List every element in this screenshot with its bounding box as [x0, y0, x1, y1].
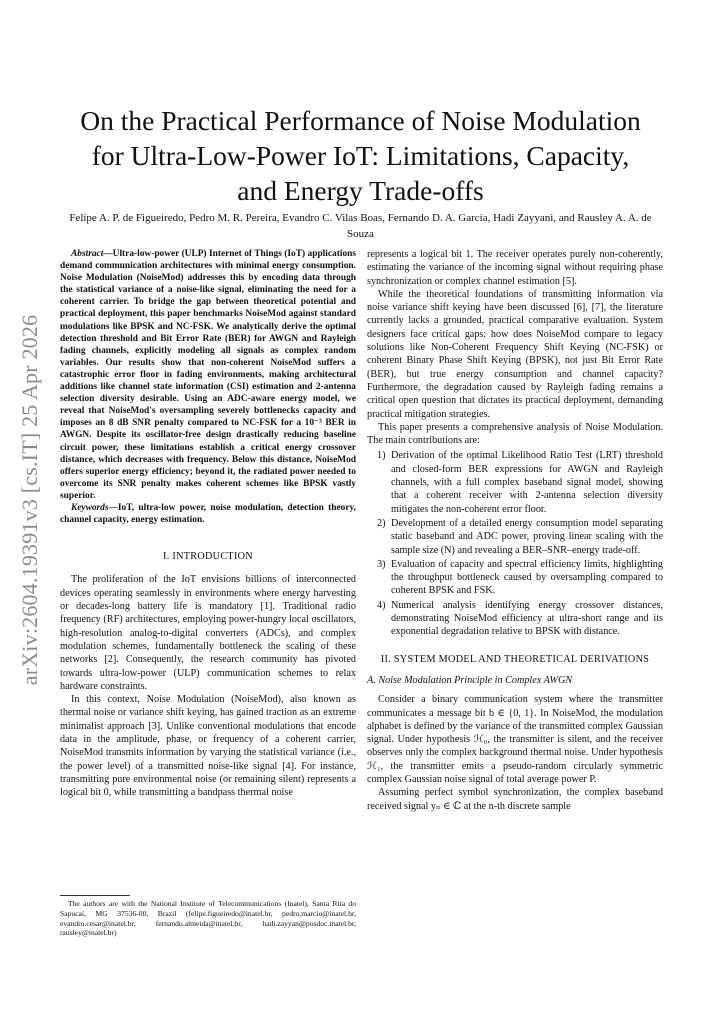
body-paragraph: Consider a binary communication system where the transmitter communicates a message bit b ∈ {0, 1}. In NoiseMod, the modulation alphabet is defined by the variance of the transmitted complex Gaussian signal. Under hypothesis ℋ₀, the transmitter is silent, and the receiver observes only the complex background thermal noise. Under hypothesis ℋ₁, the transmitter emits a pseudo-random circularly symmetric complex Gaussian noise signal of total average power P. [367, 694, 663, 785]
abstract-label: Abstract [71, 249, 104, 259]
title-line: On the Practical Performance of Noise Modulation [80, 105, 641, 136]
title-line: and Energy Trade-offs [237, 175, 484, 206]
list-item-text: Evaluation of capacity and spectral efficiency limits, highlighting the throughput bottleneck caused by oversampling compared to coherent BPSK and FSK. [391, 558, 663, 597]
list-item [367, 558, 663, 598]
body-paragraph: This paper presents a comprehensive analysis of Noise Modulation. The main contributions are: [367, 421, 663, 447]
body-paragraph: While the theoretical foundations of transmitting information via noise variance shift keying have been discussed [6], [7], the literature currently lacks a grounded, practical comparative evaluation. System designers face critical gaps: how does NoiseMod compare to legacy solutions like Non-Coherent Frequency Shift Keying (NC-FSK) or coherent Binary Phase Shift Keying (BPSK), not just Bit Error Rate (BER), but true energy consumption and channel capacity? Furthermore, the degradation caused by Rayleigh fading remains a critical open question that dictates its practical deployment, demanding practical mitigation strategies. [367, 288, 663, 420]
list-item-text: Development of a detailed energy consumption model separating static baseband and ADC power, proving linear scaling with the sample size (N) and revealing a BER–SNR–energy trade-off. [391, 517, 663, 556]
author-list: Felipe A. P. de Figueiredo, Pedro M. R. Pereira, Evandro C. Vilas Boas, Fernando D. A. García, Hadi Zayyani, and Rausley A. A. de Souza [69, 212, 652, 240]
body-paragraph-continued: represents a logical bit 1. The receiver operates purely non-coherently, estimating the variance of the incoming signal without requiring phase synchronization or complex channel estimation [5]. [367, 249, 663, 287]
list-item [367, 517, 663, 557]
keywords [60, 502, 356, 526]
section-heading-introduction: I. INTRODUCTION [163, 551, 253, 563]
footnote-divider [60, 895, 130, 896]
left-column [60, 248, 356, 800]
body-paragraph: Assuming perfect symbol synchronization, the complex baseband received signal yₙ ∈ ℂ at the n-th discrete sample [367, 787, 663, 812]
list-item-number: 1) [377, 450, 386, 462]
list-item-text: Derivation of the optimal Likelihood Ratio Test (LRT) threshold and closed-form BER expressions for AWGN and Rayleigh channels, with a full complex baseband signal model, showing that a coherent receiver with 2-antenna selection diversity mitigates the non-coherent error floor. [391, 450, 663, 515]
keywords-label: Keywords [71, 502, 109, 513]
list-item-number: 3) [377, 558, 386, 570]
list-item-number: 2) [377, 517, 386, 529]
list-item [367, 449, 663, 515]
section-heading-system-model: II. SYSTEM MODEL AND THEORETICAL DERIVATIONS [380, 653, 650, 665]
list-item-text: Numerical analysis identifying energy crossover distances, demonstrating NoiseMod efficiency at ultra-short range and its exponential degradation relative to BPSK with distance. [391, 599, 663, 638]
abstract-text: —Ultra-low-power (ULP) Internet of Things (IoT) applications demand communication architectures with minimal energy consumption. Noise Modulation (NoiseMod) addresses this by encoding data through the statistical variance of a noise-like signal, eliminating the need for a coherent carrier. To bridge the gap between theoretical potential and practical deployment, this paper benchmarks NoiseMod against standard modulations like BPSK and NC-FSK. We analytically derive the optimal detection threshold and Bit Error Rate (BER) for AWGN and Rayleigh fading channels, explicitly modeling all signals as complex random variables. Our results show that non-coherent NoiseMod suffers a catastrophic error floor in fading environments, making architectural additions like channel state information (CSI) estimation and 2-antenna selection diversity desirable. Using an ADC-aware energy model, we reveal that NoiseMod's oversampling severely bottlenecks capacity and imposes an 8 dB SNR penalty compared to NC-FSK for a 10⁻³ BER in AWGN. Despite its oscillator-free design drastically reducing baseline circuit power, these limitations establish a critical energy crossover distance, which decreases with frequency. Below this distance, NoiseMod offers superior energy efficiency; beyond it, the radiated power needed to overcome its SNR penalty makes coherent schemes like BPSK vastly superior. [60, 249, 356, 501]
author-affiliation-footnote: The authors are with the National Institute of Telecommunications (Inatel), Santa Rita do Sapucaí, MG 37536-00, Brazil (felipe.figueiredo@inatel.br, pedro.marcio@inatel.br, evandro.cesar@inatel.br, fernando.almeida@inatel.br, hadi.zayyan@posdoc.inatel.br, rausley@inatel.br) [60, 899, 356, 938]
title-line: for Ultra-Low-Power IoT: Limitations, Capacity, [91, 140, 630, 171]
abstract [60, 248, 356, 502]
arxiv-identifier-text: arXiv:2604.19391v3 [cs.IT] 25 Apr 2026 [17, 314, 42, 686]
list-item [367, 599, 663, 639]
paper-title [60, 103, 661, 208]
keywords-text: —IoT, ultra-low power, noise modulation, detection theory, channel capacity, energy estimation. [60, 502, 356, 526]
contributions-list [367, 449, 663, 638]
subsection-heading: A. Noise Modulation Principle in Complex AWGN [367, 674, 573, 686]
body-paragraph: The proliferation of the IoT envisions billions of interconnected devices operating seamlessly in environments where energy harvesting or decades-long battery life is mandatory [1]. Traditional radio frequency (RF) architectures, employing power-hungry local oscillators, high-resolution analog-to-digital converters (ADCs), and complex modulation schemes, fundamentally bottleneck the scaling of these networks [2]. Consequently, the research community has pivoted towards ultra-low-power (ULP) communication schemes to relax hardware constraints. [60, 574, 356, 692]
right-column [367, 248, 663, 813]
list-item-number: 4) [377, 599, 386, 611]
body-paragraph: In this context, Noise Modulation (NoiseMod), also known as thermal noise or variance shift keying, has gained traction as an extreme minimalist approach [3]. Unlike conventional modulations that encode data in the amplitude, phase, or frequency of a coherent carrier, NoiseMod transmits information by varying the statistical variance (i.e., the power level) of a transmitted noise-like signal [4]. For instance, transmitting pure environmental noise (or remaining silent) represents a logical bit 0, while transmitting a bandpass thermal noise [60, 694, 356, 799]
arxiv-identifier [10, 314, 50, 686]
